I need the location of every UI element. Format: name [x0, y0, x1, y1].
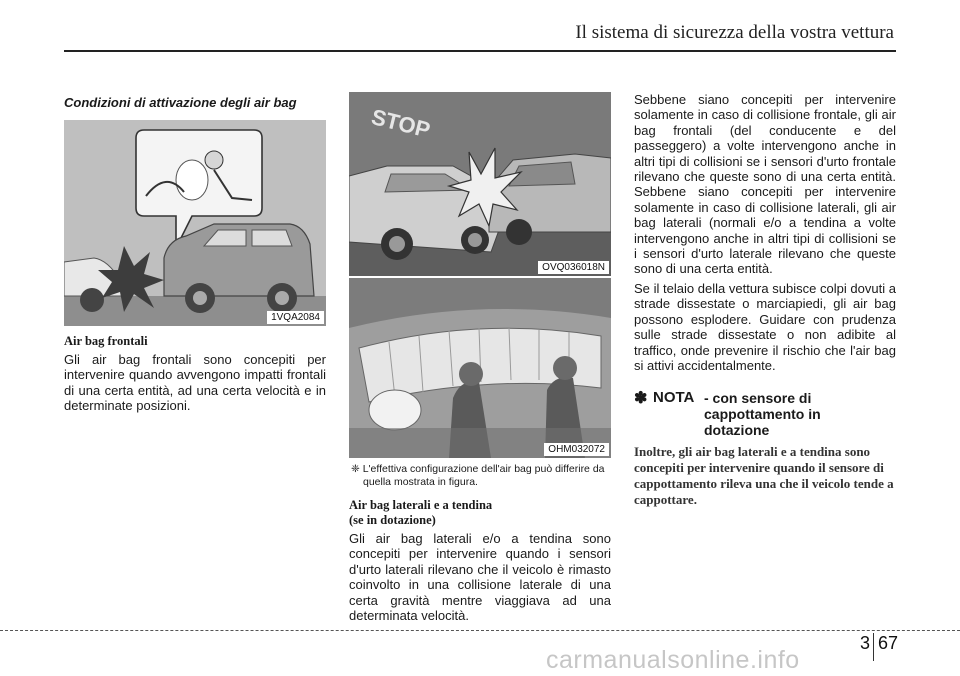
body-paragraph: Gli air bag frontali sono concepiti per intervenire quando avvengono impatti frontali di una certa entità, ad una certa velocità e in determinate posizioni. — [64, 352, 326, 414]
curtain-airbag-illustration — [349, 278, 611, 458]
road-stop-marking: STOP — [368, 104, 433, 143]
body-paragraph: Se il telaio della vettura subisce colpi dovuti a strade dissestate o marciapiedi, gli air bag possono esplodere. Guidare con prudenza sulle strade dissestate o non adibite al traffico, onde prevenire il rischio che l'air bag si attivi accidentalmente. — [634, 280, 896, 373]
chapter-number: 3 — [860, 633, 871, 653]
side-collision-illustration — [349, 92, 611, 276]
figure-code: 1VQA2084 — [267, 311, 324, 324]
note-star-icon: ✽ — [634, 390, 648, 408]
header-rule — [64, 50, 896, 52]
frontal-collision-illustration — [64, 120, 326, 326]
page-number: 67 — [878, 633, 899, 653]
figure-caption: ❈ L'effettiva configurazione dell'air bag può differire da quella mostrata in figura. — [351, 463, 605, 488]
column-right — [634, 92, 896, 508]
figure-frontal-collision — [64, 120, 326, 326]
figure-curtain-airbag — [349, 278, 611, 458]
body-paragraph: Gli air bag laterali e/o a tendina sono concepiti per intervenire quando i sensori d'urto laterali rilevano che il veicolo è rimasto coinvolto in una collisione laterale di una certa gravità mentre viaggiava ad una determinata velocità. — [349, 531, 611, 624]
section-title-note: (se in dotazione) — [349, 513, 436, 527]
note-label: NOTA — [653, 389, 695, 407]
note-box — [634, 388, 896, 440]
section-title: Air bag frontali — [64, 334, 148, 348]
page-number-separator — [873, 633, 874, 661]
section-title: Air bag laterali e a tendina — [349, 498, 493, 512]
figure-side-collision — [349, 92, 611, 276]
note-subtitle: - con sensore di cappottamento in dotazione — [704, 390, 821, 439]
figure-code: OVQ036018N — [538, 261, 609, 274]
note-body: Inoltre, gli air bag laterali e a tendina sono concepiti per intervenire quando il sensore di cappottamento rileva una che il veicolo tende a cappottare. — [634, 444, 894, 508]
figure-code: OHM032072 — [544, 443, 609, 456]
footer-divider — [0, 630, 960, 631]
section-heading: Condizioni di attivazione degli air bag — [64, 95, 297, 110]
footer-watermark: carmanualsonline.info — [546, 646, 800, 674]
running-header: Il sistema di sicurezza della vostra vettura — [575, 22, 894, 43]
column-middle — [349, 92, 611, 623]
column-left — [64, 92, 326, 414]
body-paragraph: Sebbene siano concepiti per intervenire solamente in caso di collisione frontale, gli air bag frontali (del conducente e del passeggero) a volte intervengono anche in altri tipi di collisioni se i sensori d'urto frontale rilevano che queste sono di una certa entità. Sebbene siano concepiti per intervenire solamente in caso di collisione laterali, gli air bag laterali (normali e/o a tendina a volte intervengono anche in altri tipi di collisioni se i sensori d'urto laterale rilevano che queste sono di una certa entità. — [634, 92, 896, 277]
